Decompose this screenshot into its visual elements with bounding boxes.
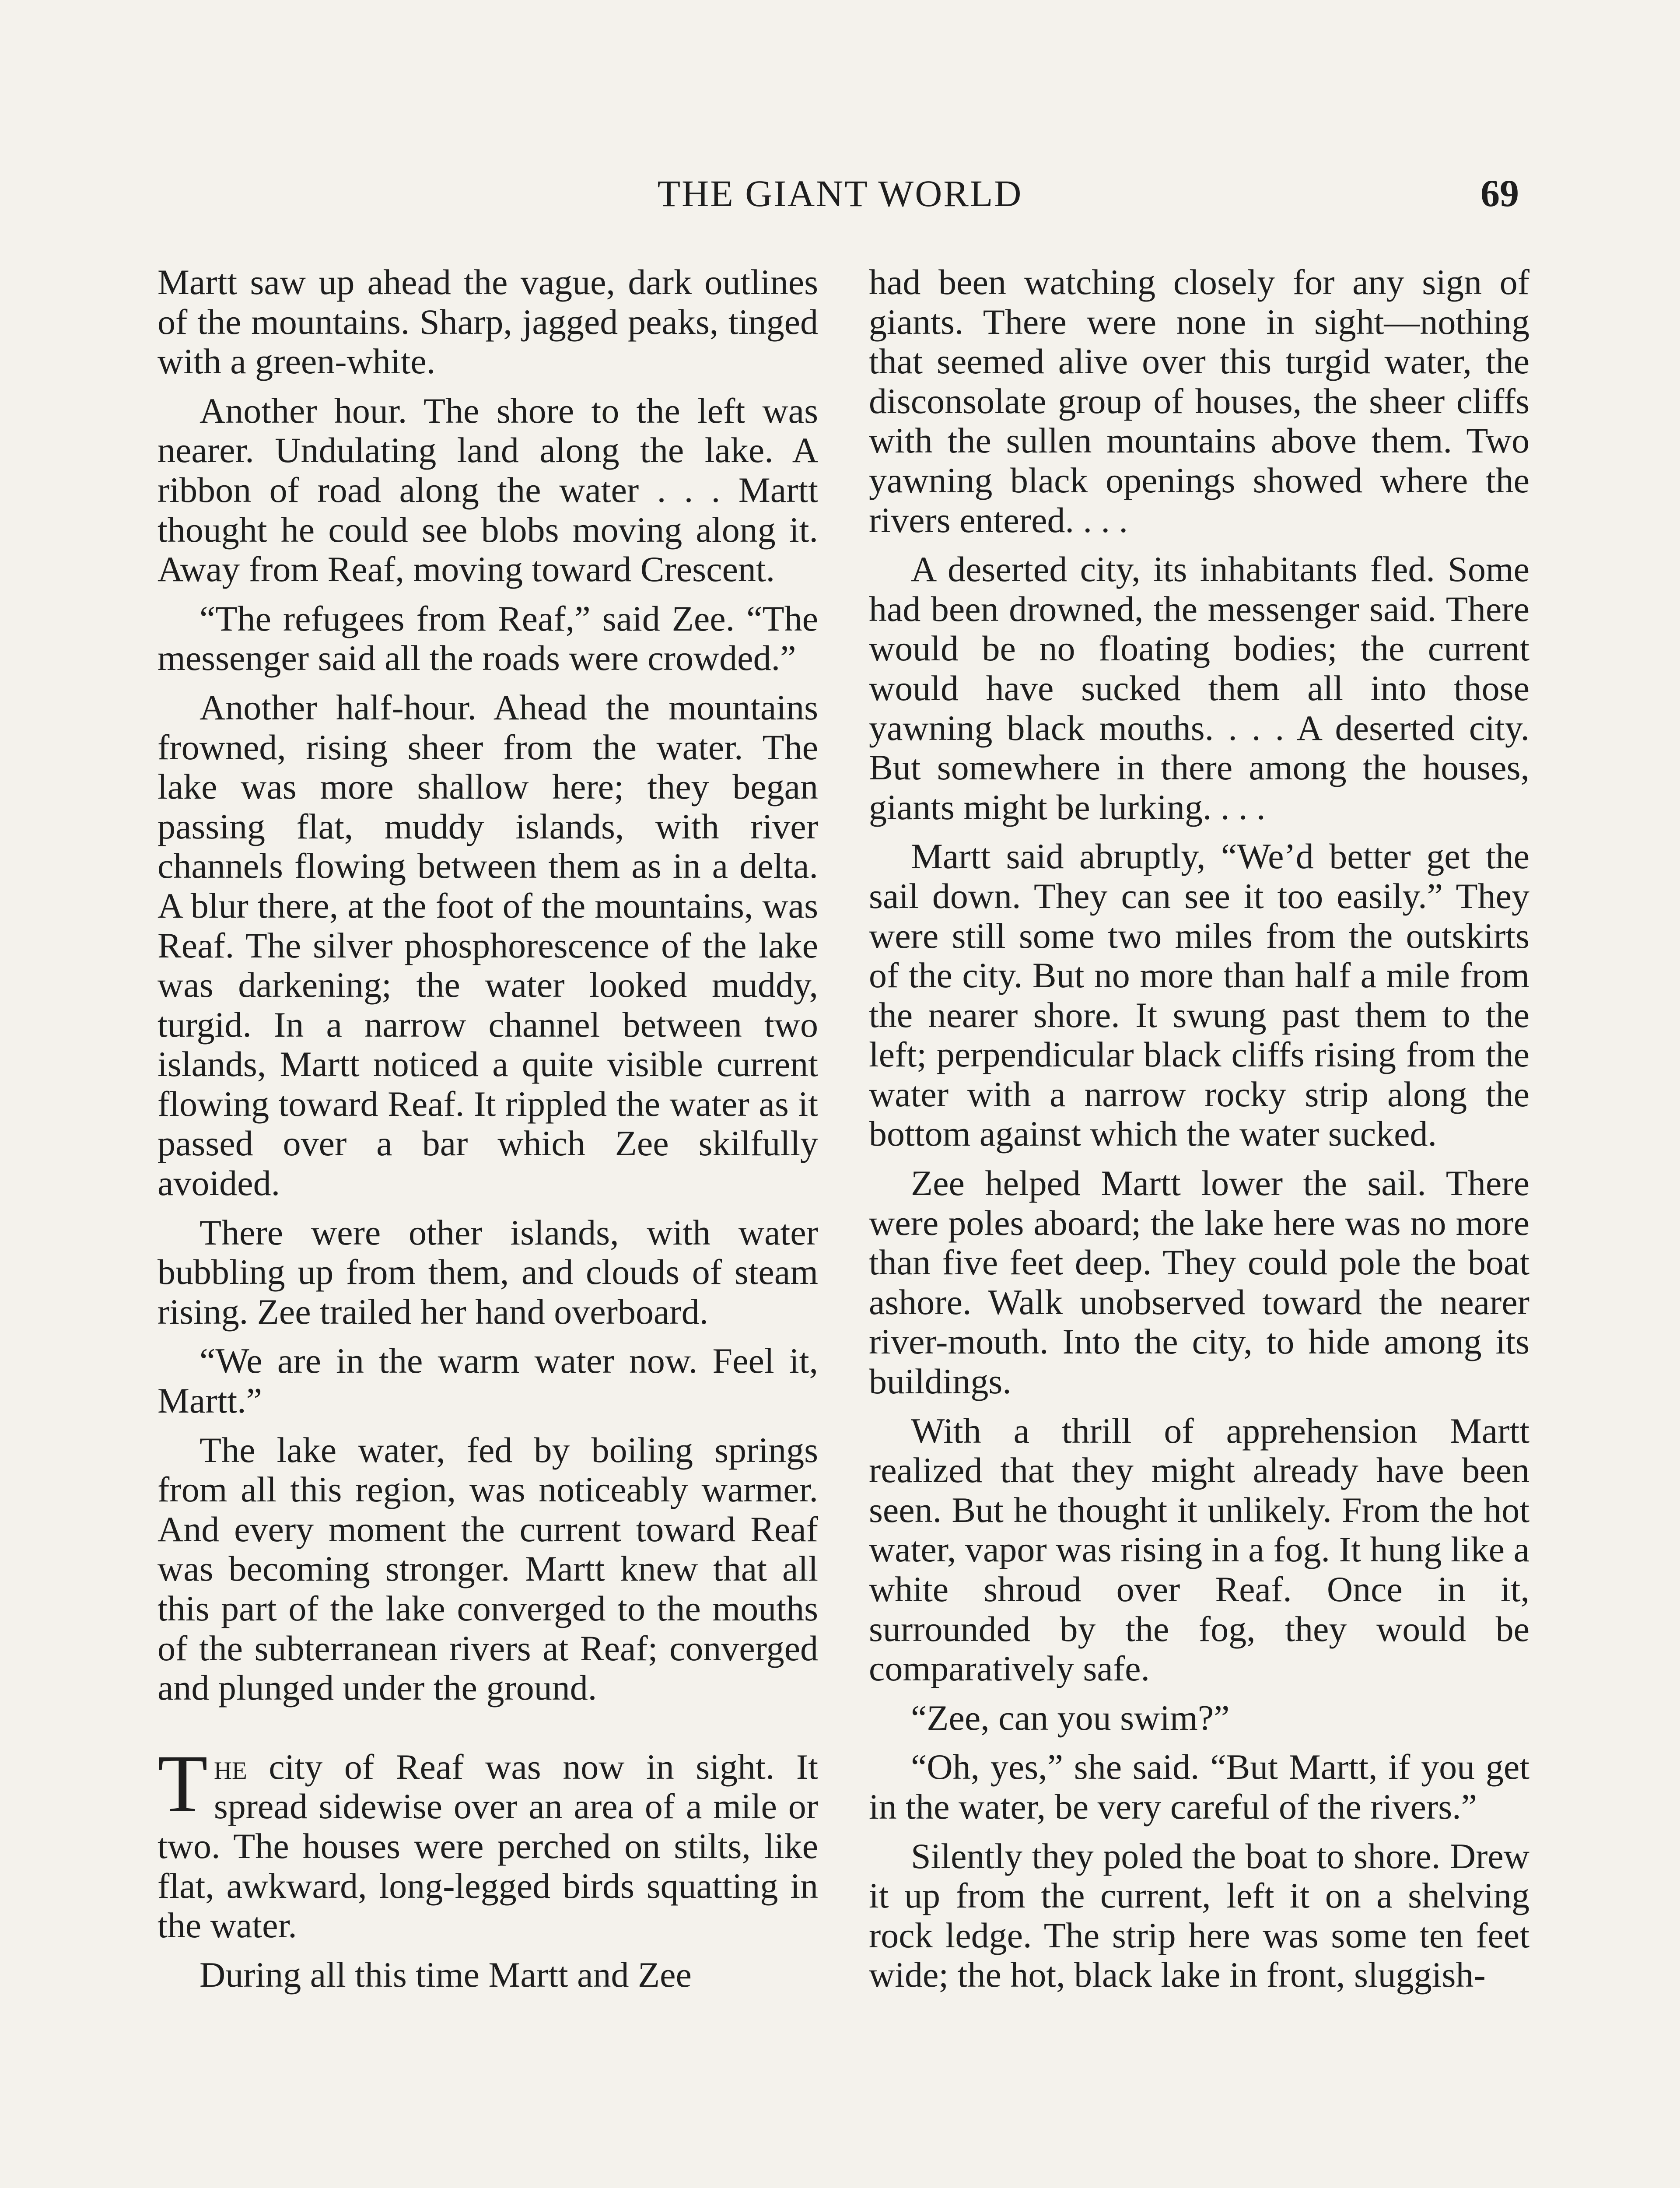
paragraph: had been watching closely for any sign of giants. There were none in sight—nothing that seemed alive over this turgid water, the disconsolate group of houses, the sheer cliffs with the sullen mountains above them. Two yawning black openings showed where the rivers entered. . . . [869,262,1530,540]
paragraph: “We are in the warm water now. Feel it, Martt.” [158,1341,818,1421]
right-column [869,263,1530,2005]
small-caps-lead: he [214,1746,247,1787]
paragraph: Martt saw up ahead the vague, dark outlines of the mountains. Sharp, jagged peaks, tinged with a green-white. [158,262,818,382]
running-title: THE GIANT WORLD [657,172,1023,214]
paragraph: “The refugees from Reaf,” said Zee. “The messenger said all the roads were crowded.” [158,598,818,678]
paragraph: There were other islands, with water bubbling up from them, and clouds of steam rising. Zee trailed her hand overboard. [158,1212,818,1332]
paragraph: Another hour. The shore to the left was nearer. Undulating land along the lake. A ribbon of road along the water . . . Martt thought he could see blobs moving along it. Away from Reaf, moving toward Crescent. [158,390,818,589]
paragraph: A deserted city, its inhabitants fled. Some had been drowned, the messenger said. There would be no floating bodies; the current would have sucked them all into those yawning black mouths. . . . A deserted city. But somewhere in there among the houses, giants might be lurking. . . . [869,549,1530,827]
paragraph: Another half-hour. Ahead the mountains frowned, rising sheer from the water. The lake was more shallow here; they began passing flat, muddy islands, with river channels flowing between them as in a delta. A blur there, at the foot of the mountains, was Reaf. The silver phosphorescence of the lake was darkening; the water looked muddy, turgid. In a narrow channel between two islands, Martt noticed a quite visible current flowing toward Reaf. It rippled the water as it passed over a bar which Zee skilfully avoided. [158,687,818,1203]
paragraph: “Zee, can you swim?” [911,1697,1230,1738]
paragraph: Zee helped Martt lower the sail. There were poles aboard; the lake here was no more than five feet deep. They could pole the boat ashore. Walk unobserved toward the nearer river-mouth. Into the city, to hide among its buildings. [869,1163,1530,1402]
paragraph: Silently they poled the boat to shore. Drew it up from the current, left it on a shelving rock ledge. The strip here was some ten feet wide; the hot, black lake in front, sluggish- [869,1836,1530,1995]
paragraph: During all this time Martt and Zee [200,1954,692,1995]
section-opening-paragraph [158,1737,818,1946]
drop-cap: T [158,1737,208,1829]
paragraph: With a thrill of apprehension Martt realized that they might already have been seen. But he thought it unlikely. From the hot water, vapor was rising in a fog. It hung like a white shroud over Reaf. Once in it, surrounded by the fog, they would be comparatively safe. [869,1410,1530,1689]
paragraph: Martt said abruptly, “We’d better get the sail down. They can see it too easily.” They were still some two miles from the outskirts of the city. But no more than half a mile from the nearer shore. It swung past them to the left; perpendicular black cliffs rising from the water with a narrow rocky strip along the bottom against which the water sucked. [869,836,1530,1154]
paragraph: The lake water, fed by boiling springs from all this region, was noticeably warmer. And every moment the current toward Reaf was becoming stronger. Martt knew that all this part of the lake converged to the mouths of the subterranean rivers at Reaf; converged and plunged under the ground. [158,1430,818,1708]
paragraph-text: city of Reaf was now in sight. It spread sidewise over an area of a mile or two. The houses were perched on stilts, like flat, awkward, long-legged birds squatting in the water. [158,1746,818,1946]
paragraph: “Oh, yes,” she said. “But Martt, if you get in the water, be very careful of the rivers.” [869,1747,1530,1827]
page-number: 69 [1480,172,1519,215]
left-column [158,263,818,2004]
page-header [0,172,1680,220]
